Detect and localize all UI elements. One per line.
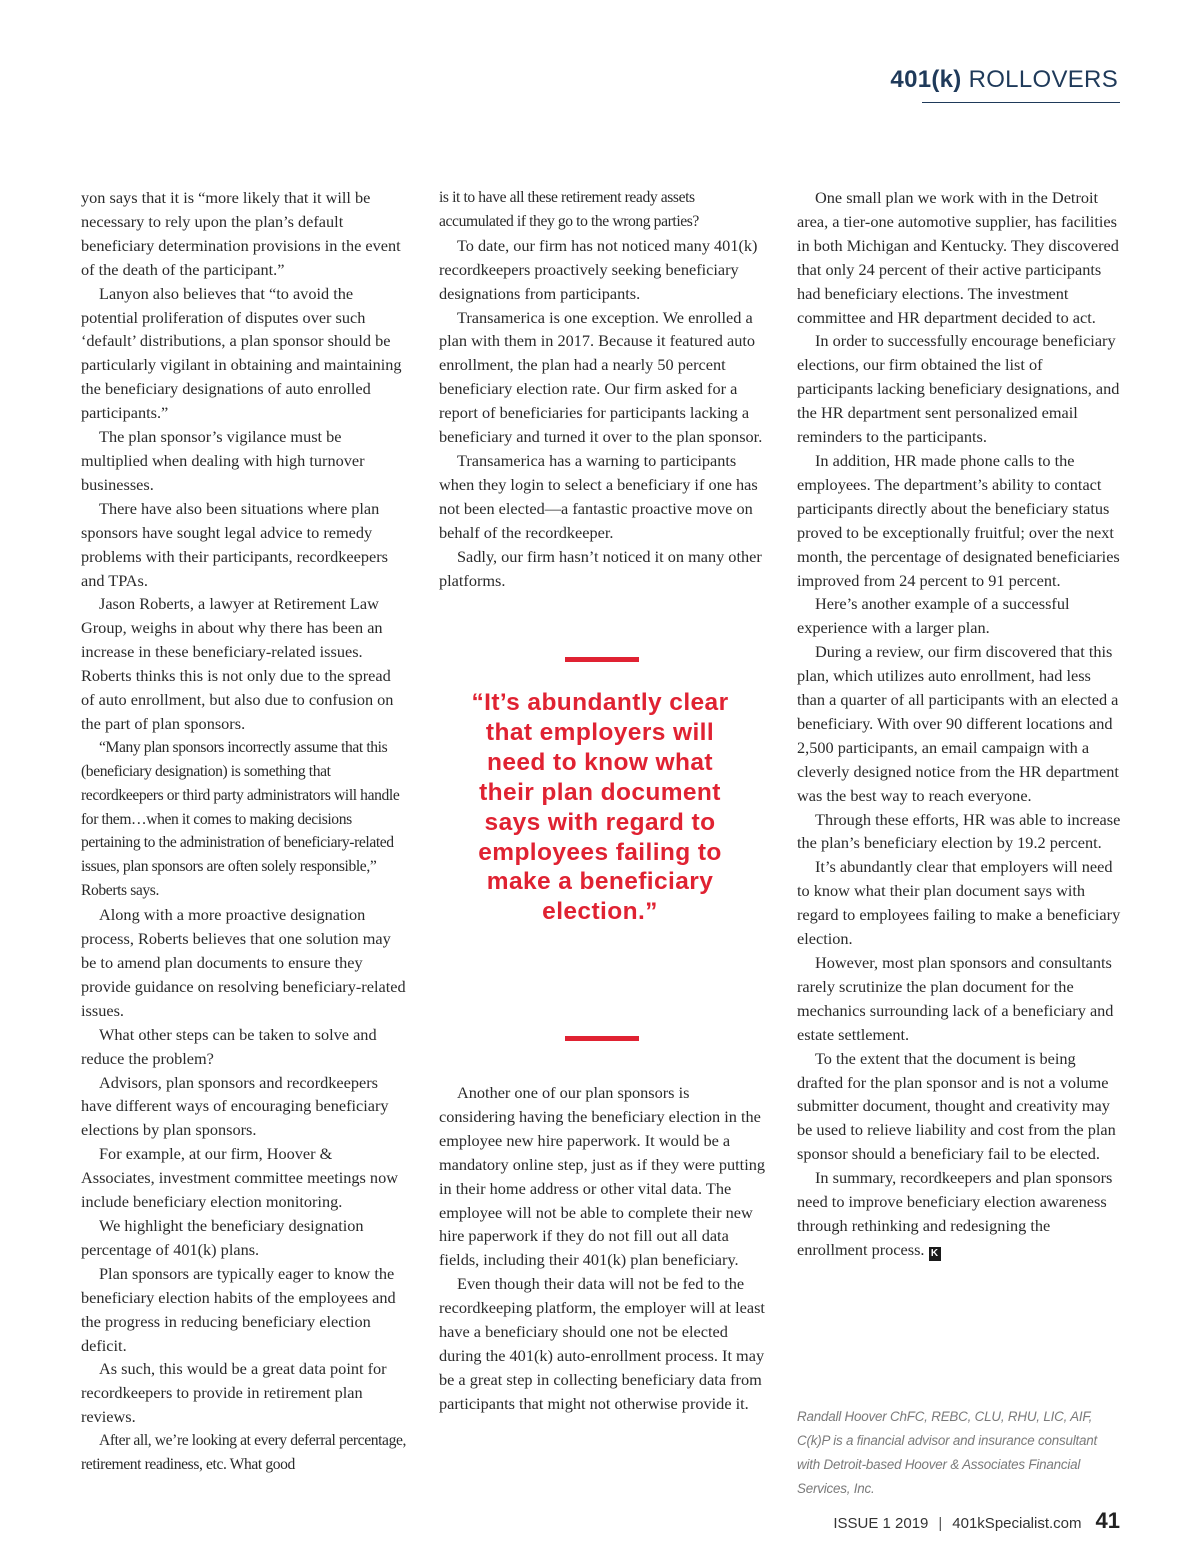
paragraph: One small plan we work with in the Detroit area, a tier-one automotive supplier, has facilities in both Michigan and Kentucky. They discovered that only 24 percent of their active participants had beneficiary elections. The investment committee and HR department decided to act. bbox=[797, 188, 1119, 327]
column-3 bbox=[797, 186, 1121, 1262]
paragraph: Plan sponsors are typically eager to know the beneficiary election habits of the employees and the progress in reducing beneficiary election deficit. bbox=[81, 1263, 396, 1355]
paragraph: yon says that it is “more likely that it will be necessary to rely upon the plan’s default beneficiary determination provisions in the event of the death of the participant.” bbox=[81, 188, 401, 279]
section-header-bold: 401(k) bbox=[890, 66, 962, 93]
paragraph: Even though their data will not be fed to the recordkeeping platform, the employer will at least have a beneficiary should one not be elected during the 401(k) auto-enrollment process. It may be a great step in collecting beneficiary data from participants that might not otherwise provide it. bbox=[439, 1274, 765, 1413]
page-number: 41 bbox=[1095, 1508, 1120, 1533]
section-header bbox=[890, 66, 1118, 100]
issue-label: ISSUE 1 2019 bbox=[833, 1515, 929, 1532]
paragraph: As such, this would be a great data point for recordkeepers to provide in retirement plan reviews. bbox=[81, 1359, 387, 1427]
paragraph: After all, we’re looking at every deferral percentage, retirement readiness, etc. What good bbox=[81, 1432, 406, 1474]
paragraph: The plan sponsor’s vigilance must be multiplied when dealing with high turnover businesses. bbox=[81, 427, 365, 494]
end-mark-icon: K bbox=[929, 1247, 941, 1261]
footer-separator: | bbox=[938, 1515, 943, 1532]
paragraph: What other steps can be taken to solve and reduce the problem? bbox=[81, 1024, 377, 1068]
page-footer bbox=[833, 1508, 1120, 1534]
paragraph: However, most plan sponsors and consultants rarely scrutinize the plan document for the mechanics surrounding lack of a beneficiary and estate settlement. bbox=[797, 953, 1114, 1044]
paragraph: During a review, our firm discovered that this plan, which utilizes auto enrollment, had less than a quarter of all participants with an elected a beneficiary. With over 90 different locations and 2,500 participants, an email campaign with a cleverly designed notice from the HR department was the best way to reach everyone. bbox=[797, 642, 1119, 805]
paragraph: To date, our firm has not noticed many 401(k) recordkeepers proactively seeking beneficiary designations from participants. bbox=[439, 235, 758, 303]
paragraph bbox=[797, 1166, 1121, 1262]
paragraph: “Many plan sponsors incorrectly assume that this (beneficiary designation) is something that recordkeepers or third party administrators will handle for them…when it comes to making decisions pertaining to the administration of beneficiary-related issues, plan sponsors are often solely responsible,” Roberts says. bbox=[81, 738, 400, 900]
paragraph: Transamerica is one exception. We enrolled a plan with them in 2017. Because it featured auto enrollment, the plan had a nearly 50 percent beneficiary election rate. Our firm asked for a report of beneficiaries for participants lacking a beneficiary and turned it over to the plan sponsor. bbox=[439, 307, 763, 447]
column-1 bbox=[81, 186, 407, 1477]
section-header-rest: ROLLOVERS bbox=[961, 66, 1118, 93]
paragraph: Here’s another example of a successful experience with a larger plan. bbox=[797, 594, 1070, 638]
paragraph: Through these efforts, HR was able to increase the plan’s beneficiary election by 19.2 percent. bbox=[797, 809, 1121, 853]
header-rule bbox=[922, 102, 1120, 103]
paragraph: Lanyon also believes that “to avoid the potential proliferation of disputes over such ‘default’ distributions, a plan sponsor should be particularly vigilant in obtaining and maintaining the beneficiary designations of auto enrolled participants.” bbox=[81, 283, 402, 423]
paragraph: is it to have all these retirement ready assets accumulated if they go to the wrong parties? bbox=[439, 189, 699, 230]
column-2-top bbox=[439, 186, 765, 592]
paragraph: In addition, HR made phone calls to the employees. The department’s ability to contact participants directly about the beneficiary status proved to be exceptionally fruitful; over the next month, the percentage of designated beneficiaries improved from 24 percent to 91 percent. bbox=[797, 450, 1120, 590]
paragraph: Transamerica has a warning to participants when they login to select a beneficiary if one has not been elected—a fantastic proactive move on behalf of the recordkeeper. bbox=[439, 450, 758, 542]
paragraph: Another one of our plan sponsors is considering having the beneficiary election in the employee new hire paperwork. It would be a mandatory online step, just as if they were putting in their home address or other vital data. The employee will not be able to complete their new hire paperwork if they do not fill out all data fields, including their 401(k) plan beneficiary. bbox=[439, 1083, 766, 1270]
pullquote-top-rule bbox=[565, 657, 639, 662]
paragraph: Along with a more proactive designation process, Roberts believes that one solution may be to amend plan documents to ensure they provide guidance on resolving beneficiary-related issues. bbox=[81, 905, 406, 1020]
paragraph: To the extent that the document is being drafted for the plan sponsor and is not a volume submitter document, thought and creativity may be used to relieve liability and cost from the plan sponsor should a beneficiary fail to be elected. bbox=[797, 1048, 1116, 1164]
closing-text: In summary, recordkeepers and plan sponsors need to improve beneficiary election awareness through rethinking and redesigning the enrollment process. bbox=[797, 1168, 1113, 1259]
website-label: 401kSpecialist.com bbox=[952, 1515, 1082, 1532]
pullquote-bottom-rule bbox=[565, 1036, 639, 1041]
author-bio: Randall Hoover ChFC, REBC, CLU, RHU, LIC, AIF, C(k)P is a financial advisor and insurance consultant with Detroit-based Hoover & Associates Financial Services, Inc. bbox=[797, 1409, 1098, 1496]
paragraph: Advisors, plan sponsors and recordkeepers have different ways of encouraging beneficiary elections by plan sponsors. bbox=[81, 1072, 389, 1140]
paragraph: For example, at our firm, Hoover & Associates, investment committee meetings now include beneficiary election monitoring. bbox=[81, 1144, 398, 1212]
column-2-bottom bbox=[439, 1081, 765, 1416]
paragraph: We highlight the beneficiary designation percentage of 401(k) plans. bbox=[81, 1215, 364, 1259]
paragraph: There have also been situations where plan sponsors have sought legal advice to remedy problems with their participants, recordkeepers and TPAs. bbox=[81, 498, 388, 590]
paragraph: Sadly, our firm hasn’t noticed it on many other platforms. bbox=[439, 546, 762, 590]
paragraph: In order to successfully encourage beneficiary elections, our firm obtained the list of participants lacking beneficiary designations, and the HR department sent personalized email reminders to the participants. bbox=[797, 331, 1120, 447]
paragraph: Jason Roberts, a lawyer at Retirement Law Group, weighs in about why there has been an increase in these beneficiary-related issues. Roberts thinks this is not only due to the spread of auto enrollment, but also due to confusion on the part of plan sponsors. bbox=[81, 594, 394, 733]
pullquote: “It’s abundantly clear that employers will need to know what their plan document says with regard to employees failing to make a beneficiary election.” bbox=[471, 689, 729, 926]
paragraph: It’s abundantly clear that employers will need to know what their plan document says with regard to employees failing to make a beneficiary election. bbox=[797, 857, 1121, 949]
